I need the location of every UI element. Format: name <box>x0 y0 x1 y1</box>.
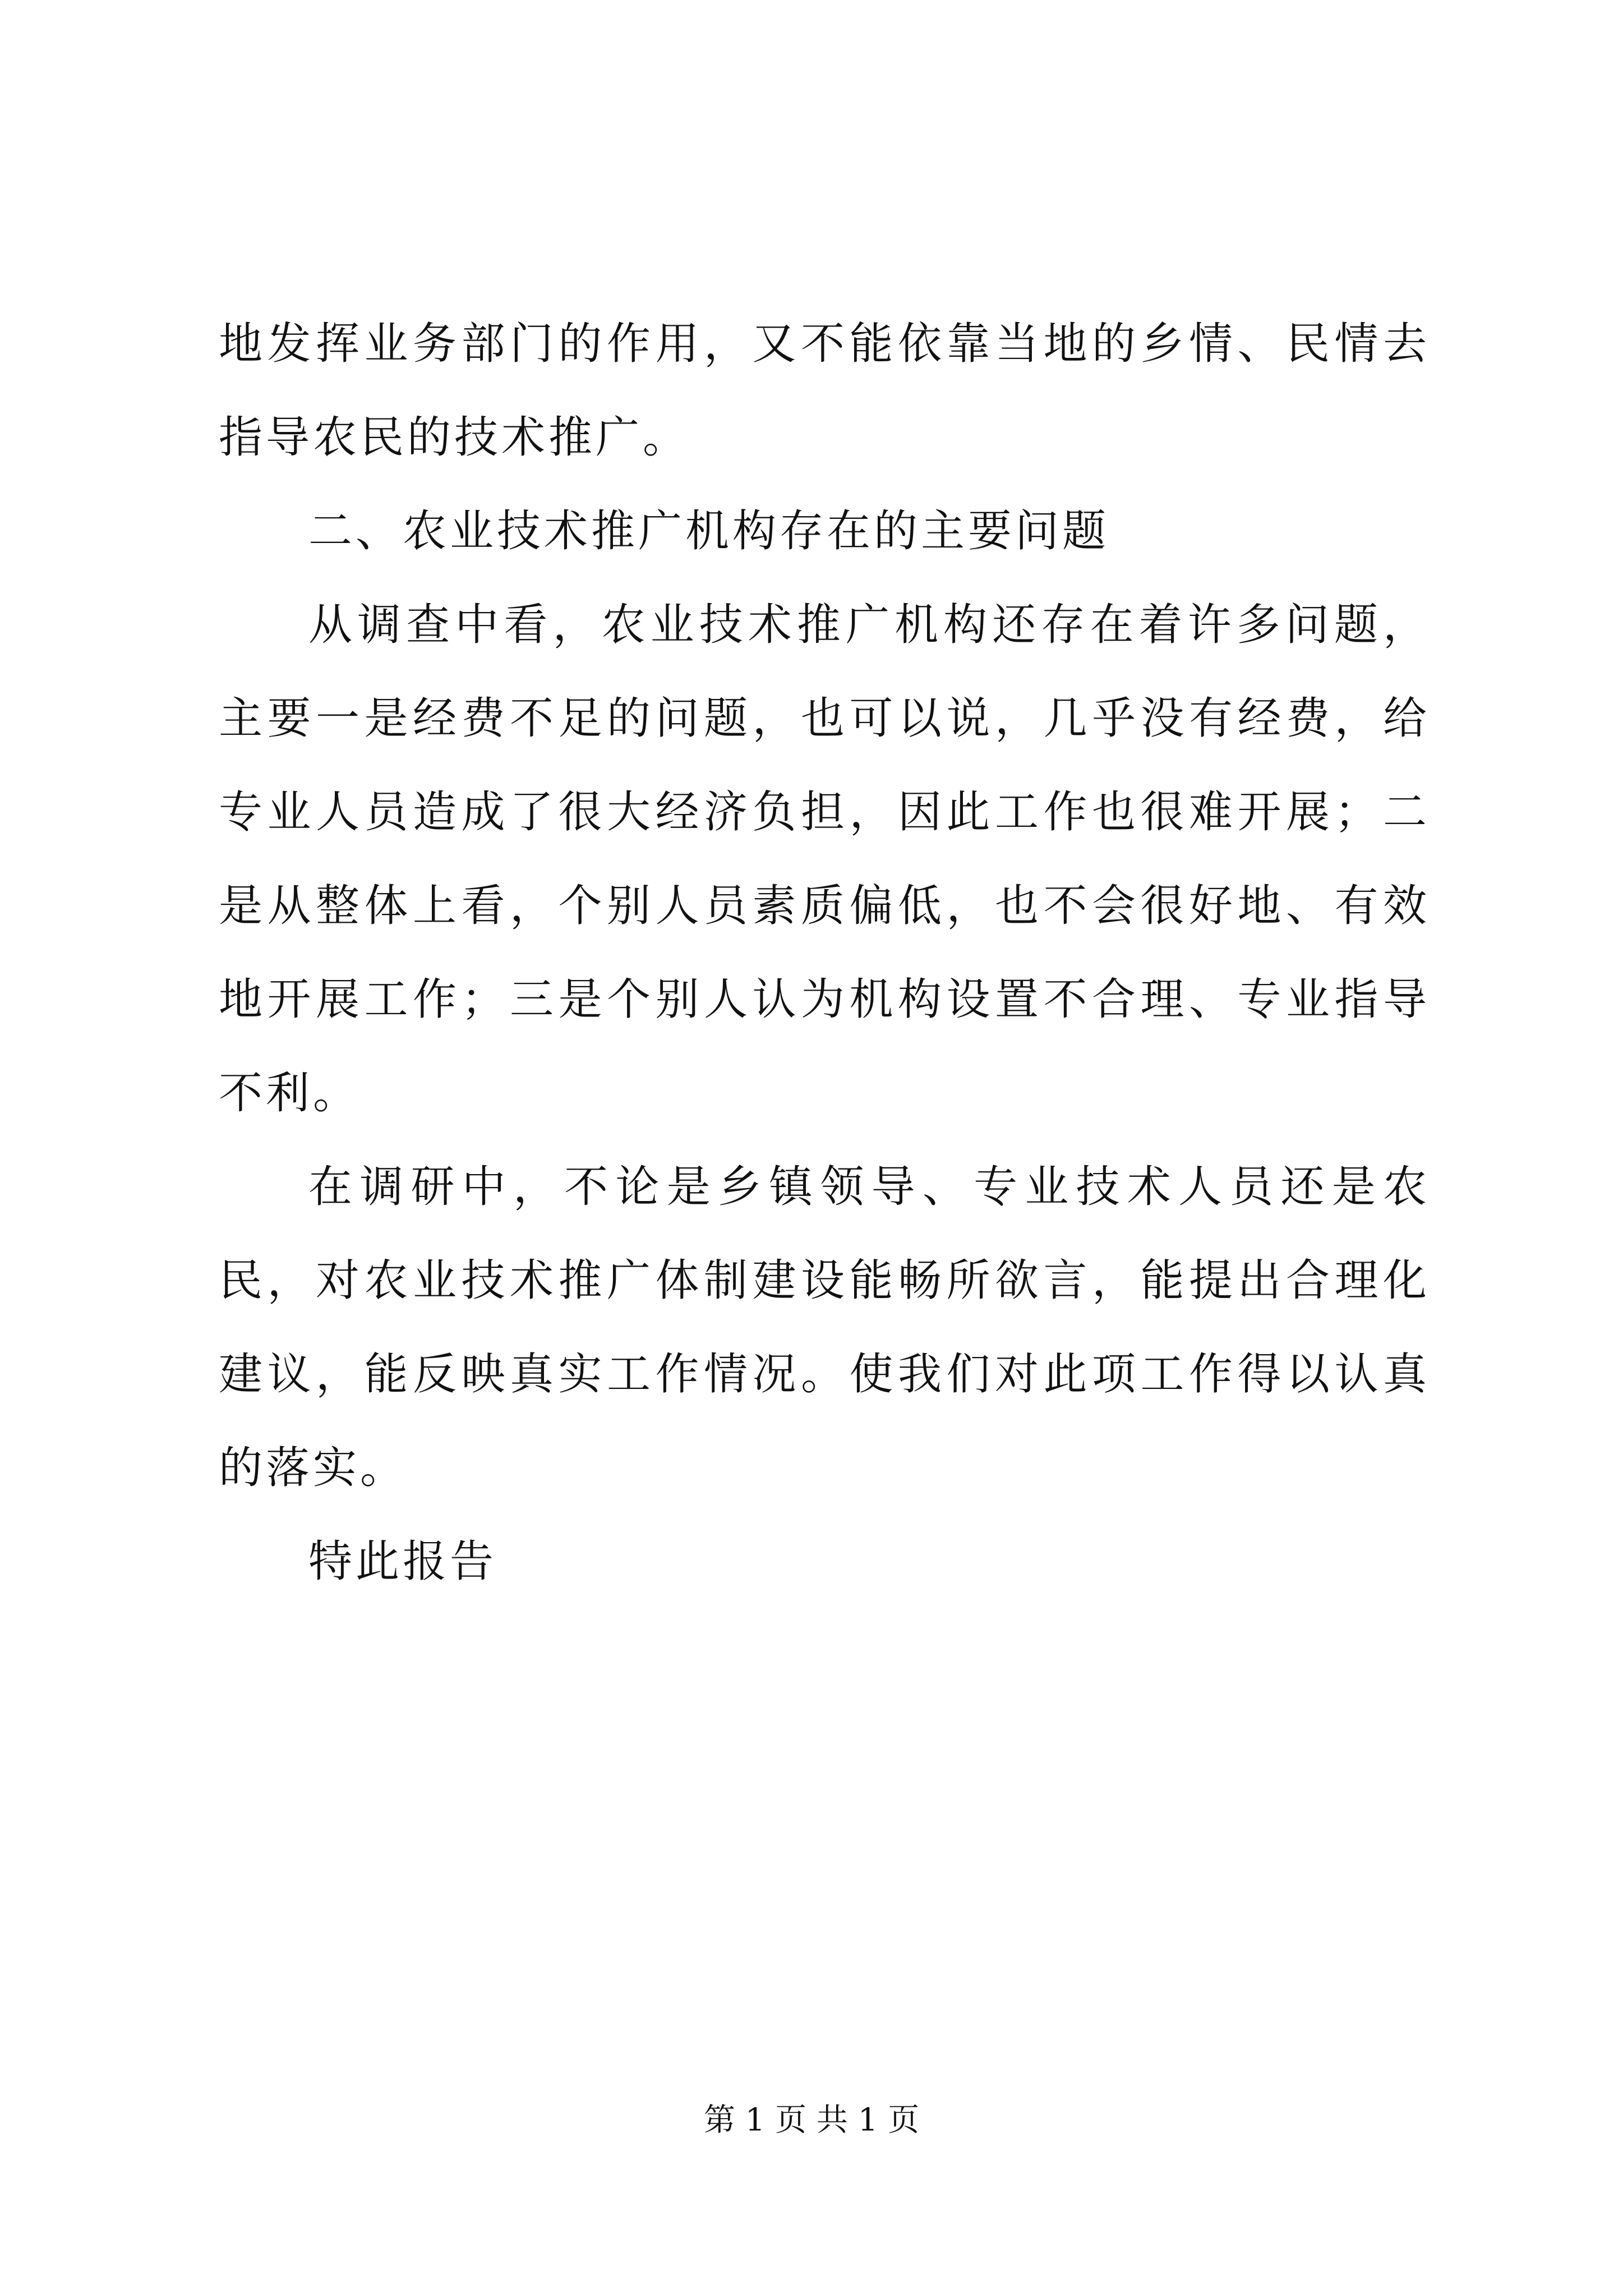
section-heading: 二、农业技术推广机构存在的主要问题 <box>308 506 1110 556</box>
paragraph-problems: 从调查中看，农业技术推广机构还存在着许多问题，主要一是经费不足的问题，也可以说，几乎没有经费，给专业人员造成了很大经济负担，因此工作也很难开展；二是从整体上看，个别人员素质偏低，也不会很好地、有效地开展工作；三是个别人认为机构设置不合理、专业指导不利。 <box>219 600 1430 1119</box>
closing-line: 特此报告 <box>308 1536 497 1587</box>
paragraph-research: 在调研中，不论是乡镇领导、专业技术人员还是农民，对农业技术推广体制建设能畅所欲言，能提出合理化建议，能反映真实工作情况。使我们对此项工作得以认真的落实。 <box>219 1162 1430 1493</box>
paragraph-continuation: 地发挥业务部门的作用，又不能依靠当地的乡情、民情去指导农民的技术推广。 <box>219 319 1430 463</box>
page-footer: 第 1 页 共 1 页 <box>703 2102 920 2138</box>
document-body <box>219 297 1430 1609</box>
